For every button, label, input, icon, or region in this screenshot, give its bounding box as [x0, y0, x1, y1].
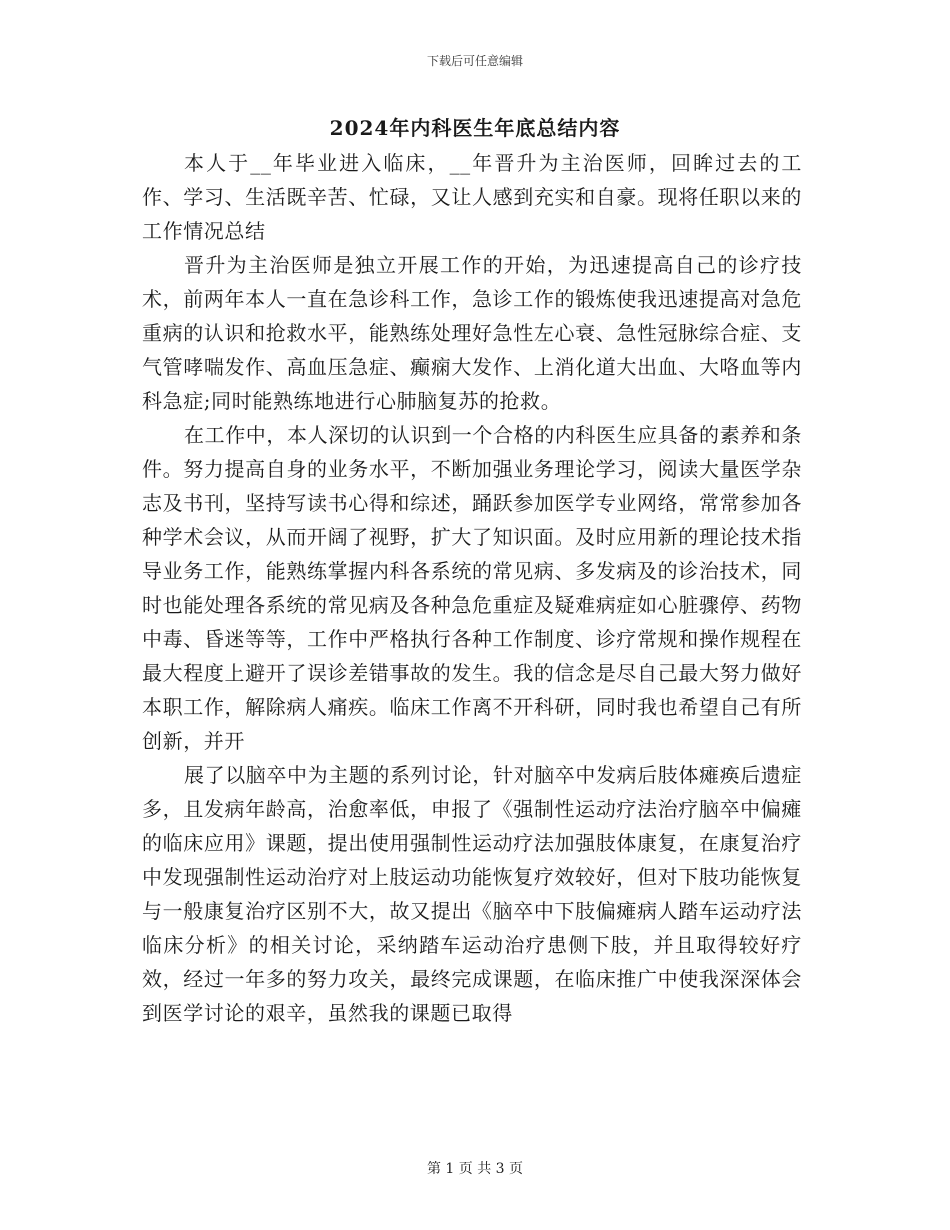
paragraph-4: 展了以脑卒中为主题的系列讨论，针对脑卒中发病后肢体瘫痪后遗症多，且发病年龄高，治愈率低，申报了《强制性运动疗法治疗脑卒中偏瘫的临床应用》课题，提出使用强制性运动疗法加强肢体康复，在康复治疗中发现强制性运动治疗对上肢运动功能恢复疗效较好，但对下肢功能恢复与一般康复治疗区别不大，故又提出《脑卒中下肢偏瘫病人踏车运动疗法临床分析》的相关讨论，采纳踏车运动治疗患侧下肢，并且取得较好疗效，经过一年多的努力攻关，最终完成课题，在临床推广中使我深深体会到医学讨论的艰辛，虽然我的课题已取得	[142, 763, 802, 1025]
paragraph-2: 晋升为主治医师是独立开展工作的开始，为迅速提高自己的诊疗技术，前两年本人一直在急诊科工作，急诊工作的锻炼使我迅速提高对急危重病的认识和抢救水平，能熟练处理好急性左心衰、急性冠脉综合症、支气管哮喘发作、高血压急症、癫痫大发作、上消化道大出血、大咯血等内科急症;同时能熟练地进行心肺脑复苏的抢救。	[142, 253, 802, 413]
document-body	[142, 146, 802, 1030]
page-indicator: 第 1 页 共 3 页	[426, 1161, 524, 1177]
paragraph-1: 本人于__年毕业进入临床，__年晋升为主治医师，回眸过去的工作、学习、生活既辛苦、忙碌，又让人感到充实和自豪。现将任职以来的工作情况总结	[142, 151, 802, 243]
header-note: 下载后可任意编辑	[426, 54, 523, 68]
document-title: 2024年内科医生年底总结内容	[329, 116, 621, 140]
paragraph-3: 在工作中，本人深切的认识到一个合格的内科医生应具备的素养和条件。努力提高自身的业务水平，不断加强业务理论学习，阅读大量医学杂志及书刊，坚持写读书心得和综述，踊跃参加医学专业网络，常常参加各种学术会议，从而开阔了视野，扩大了知识面。及时应用新的理论技术指导业务工作，能熟练掌握内科各系统的常见病、多发病及的诊治技术，同时也能处理各系统的常见病及各种急危重症及疑难病症如心脏骤停、药物中毒、昏迷等等，工作中严格执行各种工作制度、诊疗常规和操作规程在最大程度上避开了误诊差错事故的发生。我的信念是尽自己最大努力做好本职工作，解除病人痛疾。临床工作离不开科研，同时我也希望自己有所创新，并开	[142, 423, 802, 753]
